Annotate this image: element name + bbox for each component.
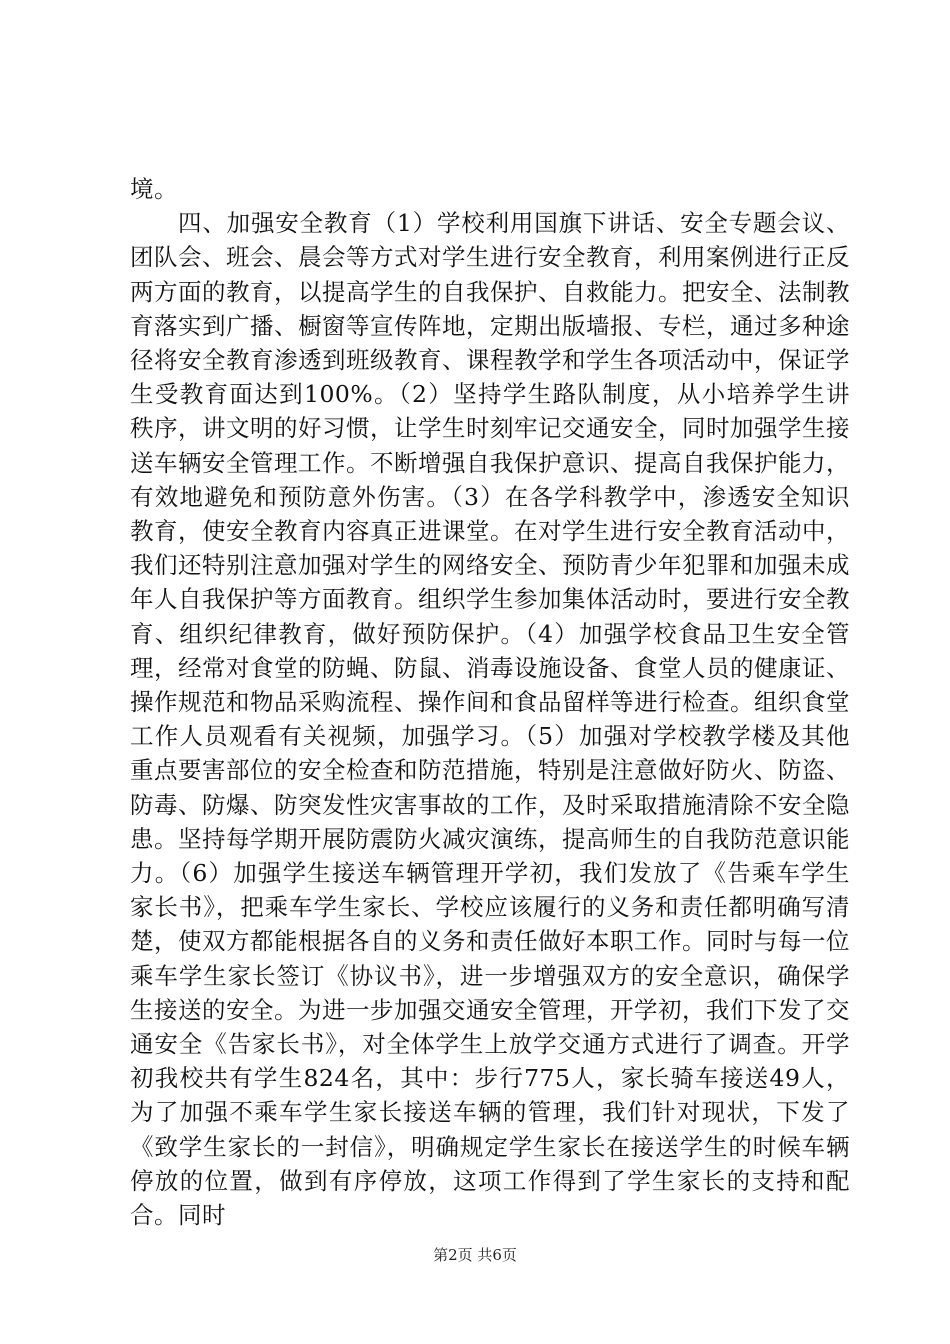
document-body (130, 172, 850, 1232)
paragraph-safety-education: 四、加强安全教育（1）学校利用国旗下讲话、安全专题会议、团队会、班会、晨会等方式对学生进行安全教育，利用案例进行正反两方面的教育，以提高学生的自我保护、自救能力。把安全、法制教育落实到广播、橱窗等宣传阵地，定期出版墙报、专栏，通过多种途径将安全教育渗透到班级教育、课程教学和学生各项活动中，保证学生受教育面达到100%。（2）坚持学生路队制度，从小培养学生讲秩序，讲文明的好习惯，让学生时刻牢记交通安全，同时加强学生接送车辆安全管理工作。不断增强自我保护意识、提高自我保护能力，有效地避免和预防意外伤害。（3）在各学科教学中，渗透安全知识教育，使安全教育内容真正进课堂。在对学生进行安全教育活动中，我们还特别注意加强对学生的网络安全、预防青少年犯罪和加强未成年人自我保护等方面教育。组织学生参加集体活动时，要进行安全教育、组织纪律教育，做好预防保护。（4）加强学校食品卫生安全管理，经常对食堂的防蝇、防鼠、消毒设施设备、食堂人员的健康证、操作规范和物品采购流程、操作间和食品留样等进行检查。组织食堂工作人员观看有关视频，加强学习。（5）加强对学校教学楼及其他重点要害部位的安全检查和防范措施，特别是注意做好防火、防盗、防毒、防爆、防突发性灾害事故的工作，及时采取措施清除不安全隐患。坚持每学期开展防震防火减灾演练，提高师生的自我防范意识能力。（6）加强学生接送车辆管理开学初，我们发放了《告乘车学生家长书》，把乘车学生家长、学校应该履行的义务和责任都明确写清楚，使双方都能根据各自的义务和责任做好本职工作。同时与每一位乘车学生家长签订《协议书》，进一步增强双方的安全意识，确保学生接送的安全。为进一步加强交通安全管理，开学初，我们下发了交通安全《告家长书》，对全体学生上放学交通方式进行了调查。开学初我校共有学生824名，其中：步行775人，家长骑车接送49人，为了加强不乘车学生家长接送车辆的管理，我们针对现状，下发了《致学生家长的一封信》，明确规定学生家长在接送学生的时候车辆停放的位置，做到有序停放，这项工作得到了学生家长的支持和配合。同时 (130, 209, 850, 1230)
paragraph-continuation: 境。 (130, 175, 178, 203)
page-footer: 第2页 共6页 (433, 1246, 517, 1264)
